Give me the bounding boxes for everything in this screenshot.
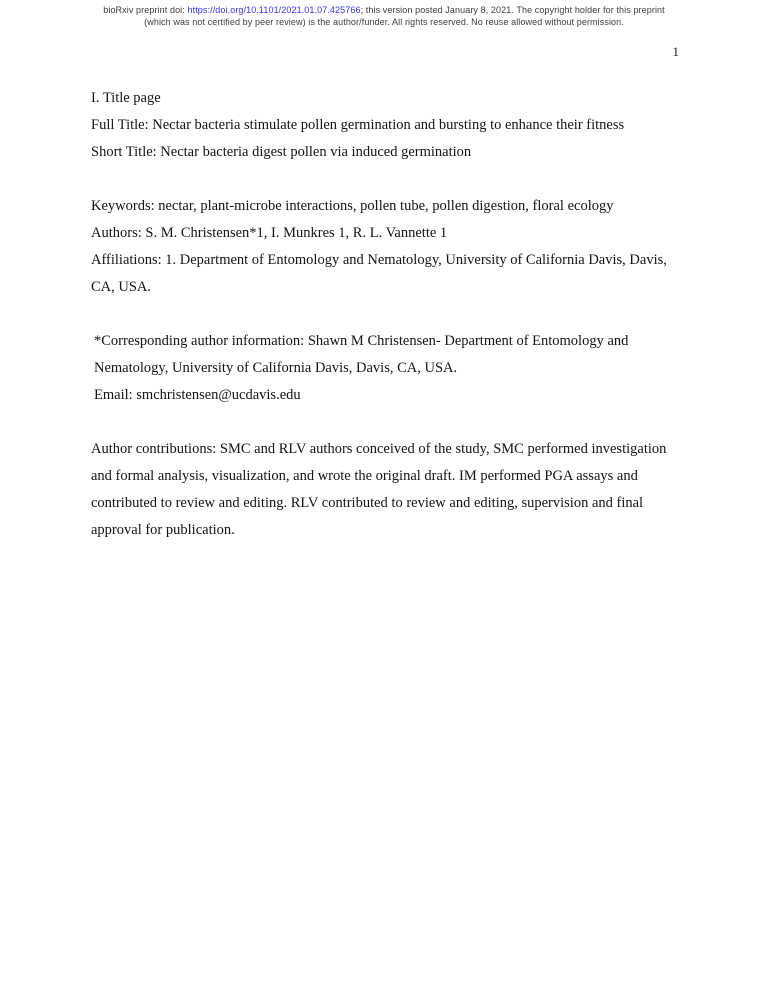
page-number: 1	[672, 44, 679, 59]
short-title: Short Title: Nectar bacteria digest pollen via induced germination	[91, 144, 472, 160]
section-heading: I. Title page	[91, 90, 161, 106]
authors: Authors: S. M. Christensen*1, I. Munkres 1, R. L. Vannette 1	[91, 225, 448, 241]
doi-link[interactable]: https://doi.org/10.1101/2021.01.07.425766	[187, 5, 361, 15]
biorxiv-header-doi-prefix: bioRxiv preprint doi:	[103, 5, 188, 15]
keywords: Keywords: nectar, plant-microbe interactions, pollen tube, pollen digestion, floral ecology	[91, 198, 614, 214]
biorxiv-header	[0, 0, 768, 28]
biorxiv-header-version-text: ; this version posted January 8, 2021. The copyright holder for this preprint	[360, 5, 665, 15]
affiliations: Affiliations: 1. Department of Entomology and Nematology, University of California Davis, Davis, CA, USA.	[91, 252, 667, 295]
biorxiv-header-line2: (which was not certified by peer review) is the author/funder. All rights reserved. No reuse allowed without permission.	[144, 16, 624, 27]
biorxiv-header-line1	[0, 5, 768, 17]
title-page-content	[91, 85, 678, 544]
email-line: Email: smchristensen@ucdavis.edu	[94, 387, 301, 403]
full-title: Full Title: Nectar bacteria stimulate pollen germination and bursting to enhance their fitness	[91, 117, 625, 133]
author-contributions: Author contributions: SMC and RLV authors conceived of the study, SMC performed investigation and formal analysis, visualization, and wrote the original draft. IM performed PGA assays and contributed to review and editing. RLV contributed to review and editing, supervision and final approval for publication.	[91, 441, 667, 538]
corresponding-author-info: *Corresponding author information: Shawn M Christensen- Department of Entomology and Nematology, University of California Davis, Davis, CA, USA.	[94, 333, 629, 376]
